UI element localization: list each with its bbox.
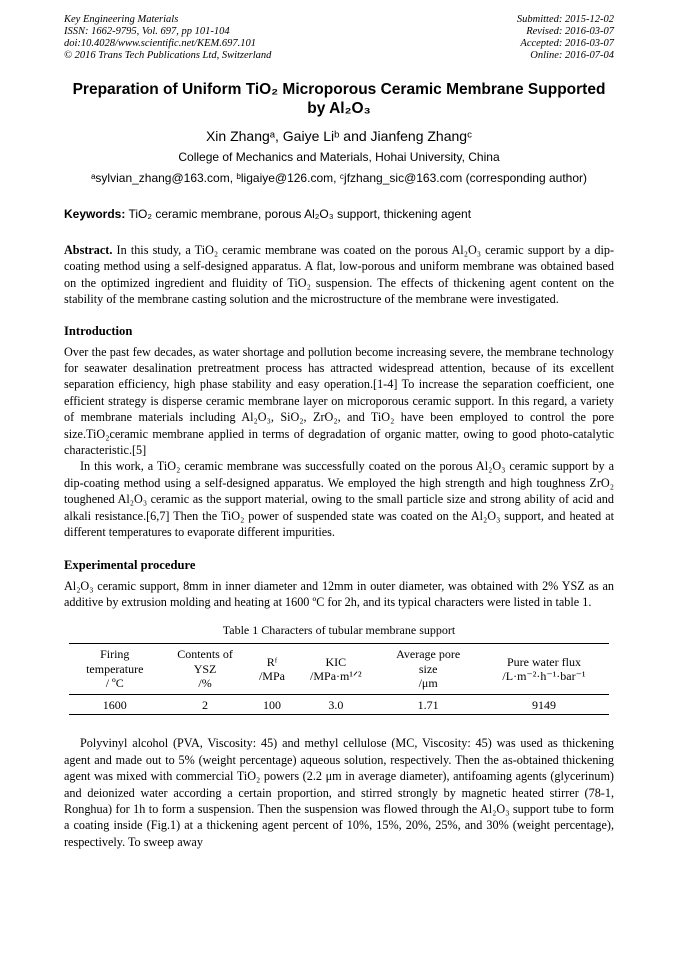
cell-pore-size: 1.71 — [377, 694, 479, 715]
experimental-paragraph-2: Polyvinyl alcohol (PVA, Viscosity: 45) and methyl cellulose (MC, Viscosity: 45) was used as thickening agent and made out to 5% (weight percentage) aqueous solution, respectively. Then the as-obtained thickening agent was mixed with commercial TiO₂ powers (2.2 μm in average diameter), antifoaming agents (glycerinum) and deionized water according a certain proportion, and stirred strongly by magnetic heated stirrer (78-1, Ronghua) for 1h to form a suspension. Then the suspension was flowed through the Al₂O₃ support tube to form a coating inside (Fig.1) at a thickening agent percent of 10%, 15%, 20%, 25%, and 30% (weight percentage), respectively. To sweep away — [64, 736, 614, 849]
header-rf: Rᶠ /MPa — [250, 644, 295, 695]
paper-page — [64, 14, 614, 850]
accepted-date: Accepted: 2016-03-07 — [520, 38, 614, 49]
experimental-heading: Experimental procedure — [64, 557, 196, 572]
support-characters-table — [69, 643, 609, 715]
table-row — [69, 694, 609, 715]
cell-firing-temperature: 1600 — [69, 694, 161, 715]
keywords — [64, 207, 614, 222]
abstract — [64, 242, 614, 308]
cell-rf: 100 — [250, 694, 295, 715]
header-kic: KIC /MPa·m¹ᐟ² — [294, 644, 377, 695]
affiliation: College of Mechanics and Materials, Hohai University, China — [178, 150, 500, 164]
header-ysz-content: Contents of YSZ /% — [161, 644, 250, 695]
header-water-flux: Pure water flux /L·m⁻²·h⁻¹·bar⁻¹ — [479, 644, 609, 695]
table-caption: Table 1 Characters of tubular membrane support — [222, 623, 456, 638]
cell-water-flux: 9149 — [479, 694, 609, 715]
online-date: Online: 2016-07-04 — [530, 50, 614, 61]
journal-name: Key Engineering Materials — [64, 14, 179, 25]
revised-date: Revised: 2016-03-07 — [526, 26, 614, 37]
paper-title: Preparation of Uniform TiO₂ Microporous Ceramic Membrane Supported by Al₂O₃ — [72, 81, 606, 117]
author-list: Xin Zhangᵃ, Gaiye Liᵇ and Jianfeng Zhangᶜ — [205, 128, 473, 144]
submitted-date: Submitted: 2015-12-02 — [516, 14, 614, 25]
experimental-paragraph-1: Al₂O₃ ceramic support, 8mm in inner diameter and 12mm in outer diameter, was obtained with 2% YSZ as an additive by extrusion molding and heating at 1600 ºC for 2h, and its typical characters were listed in table 1. — [64, 578, 614, 609]
table-header-row — [69, 644, 609, 695]
introduction-heading: Introduction — [64, 323, 133, 338]
header-pore-size: Average pore size /μm — [377, 644, 479, 695]
abstract-text: In this study, a TiO₂ ceramic membrane was coated on the porous Al₂O₃ ceramic support by a dip-coating method using a self-designed apparatus. A flat, low-porous and uniform membrane was obtained based on the optimized ingredient and fluidity of TiO₂ suspension. The effects of thickening agent content on the stability of the membrane casting solution and the microstructure of the membrane were investigated. — [64, 243, 614, 307]
abstract-label: Abstract. — [64, 243, 113, 257]
journal-header — [64, 14, 614, 62]
header-firing-temperature: Firing temperature / ºC — [69, 644, 161, 695]
doi-line: doi:10.4028/www.scientific.net/KEM.697.101 — [64, 38, 256, 49]
dates-info — [517, 14, 614, 62]
keywords-text: TiO₂ ceramic membrane, porous Al₂O₃ support, thickening agent — [128, 207, 472, 221]
cell-kic: 3.0 — [294, 694, 377, 715]
copyright-line: © 2016 Trans Tech Publications Ltd, Switzerland — [64, 50, 272, 61]
cell-ysz-content: 2 — [161, 694, 250, 715]
intro-paragraph-2: In this work, a TiO₂ ceramic membrane was successfully coated on the porous Al₂O₃ ceramic support by a dip-coating method using a self-designed apparatus. We employed the high strength and high toughness ZrO₂ toughened Al₂O₃ ceramic as the support material, owing to the small particle size and strong ability of acid and alkali resistance.[6,7] Then the TiO₂ power of suspended state was coated on the Al₂O₃ support, and heated at different temperatures to evaporate different impurities. — [64, 459, 614, 540]
author-emails: ᵃsylvian_zhang@163.com, ᵇligaiye@126.com, ᶜjfzhang_sic@163.com (corresponding author) — [90, 171, 588, 185]
intro-paragraph-1: Over the past few decades, as water shortage and pollution become increasing severe, the membrane technology for seawater desalination pretreatment process has attracted widespread attention, because of its excellent separation efficiency, high phase stability and easy operation.[1-4] To increase the separation coefficient, one efficient strategy is disperse ceramic membrane layer on microporous ceramic support. In this regard, a variety of membrane materials including Al₂O₃, SiO₂, ZrO₂, and TiO₂ have been employed to control the pore size.TiO₂ceramic membrane applied in terms of degradation of organic matter, owing to good photo-catalytic characteristic.[5] — [64, 344, 614, 458]
issn-line: ISSN: 1662-9795, Vol. 697, pp 101-104 — [64, 26, 230, 37]
keywords-label: Keywords: — [64, 207, 126, 221]
journal-info — [64, 14, 271, 62]
